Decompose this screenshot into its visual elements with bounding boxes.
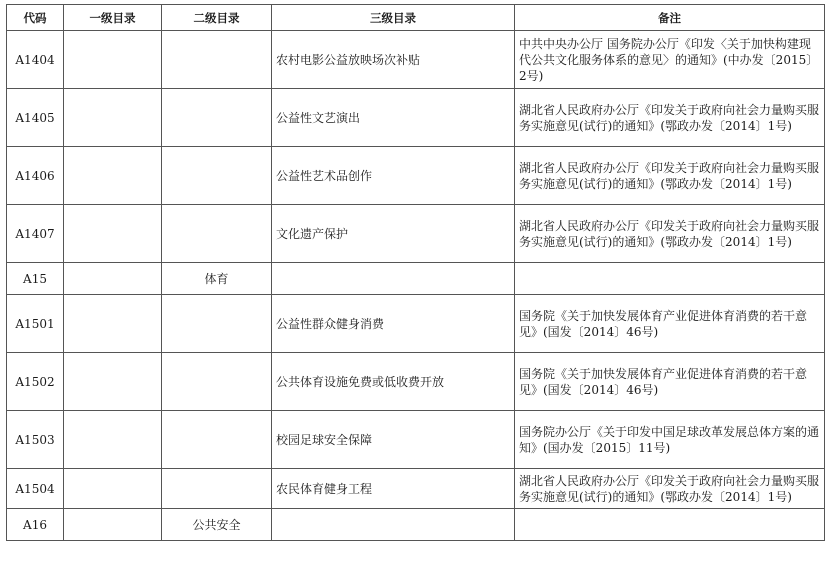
cell-level3: 农民体育健身工程 <box>272 469 515 509</box>
cell-level2 <box>162 295 272 353</box>
cell-level2: 体育 <box>162 263 272 295</box>
cell-code: A1502 <box>7 353 64 411</box>
header-level3: 三级目录 <box>272 5 515 31</box>
cell-level1 <box>64 147 162 205</box>
cell-level3: 公益性艺术品创作 <box>272 147 515 205</box>
header-code: 代码 <box>7 5 64 31</box>
cell-level1 <box>64 295 162 353</box>
table-row <box>7 205 825 263</box>
header-note: 备注 <box>515 5 825 31</box>
header-row <box>7 5 825 31</box>
cell-level2 <box>162 147 272 205</box>
cell-code: A1404 <box>7 31 64 89</box>
cell-level3: 公益性文艺演出 <box>272 89 515 147</box>
cell-level1 <box>64 353 162 411</box>
cell-level1 <box>64 205 162 263</box>
cell-level1 <box>64 411 162 469</box>
cell-level2: 公共安全 <box>162 509 272 541</box>
cell-note: 湖北省人民政府办公厅《印发关于政府向社会力量购买服务实施意见(试行)的通知》(鄂政办发〔2014〕1号) <box>515 147 825 205</box>
cell-level1 <box>64 263 162 295</box>
cell-level1 <box>64 469 162 509</box>
cell-code: A1503 <box>7 411 64 469</box>
cell-code: A15 <box>7 263 64 295</box>
table-row <box>7 509 825 541</box>
cell-level3: 校园足球安全保障 <box>272 411 515 469</box>
header-level1: 一级目录 <box>64 5 162 31</box>
cell-code: A1406 <box>7 147 64 205</box>
cell-note <box>515 263 825 295</box>
cell-code: A16 <box>7 509 64 541</box>
cell-note: 国务院《关于加快发展体育产业促进体育消费的若干意见》(国发〔2014〕46号) <box>515 295 825 353</box>
cell-level2 <box>162 205 272 263</box>
cell-code: A1405 <box>7 89 64 147</box>
cell-code: A1501 <box>7 295 64 353</box>
cell-level2 <box>162 469 272 509</box>
cell-level2 <box>162 411 272 469</box>
table-row <box>7 263 825 295</box>
table-row <box>7 353 825 411</box>
cell-level3: 公共体育设施免费或低收费开放 <box>272 353 515 411</box>
table-row <box>7 31 825 89</box>
table-header <box>7 5 825 31</box>
table-row <box>7 469 825 509</box>
cell-note: 中共中央办公厅 国务院办公厅《印发〈关于加快构建现代公共文化服务体系的意见〉的通知》(中办发〔2015〕2号) <box>515 31 825 89</box>
cell-note: 国务院办公厅《关于印发中国足球改革发展总体方案的通知》(国办发〔2015〕11号) <box>515 411 825 469</box>
cell-level2 <box>162 31 272 89</box>
table-row <box>7 295 825 353</box>
cell-level1 <box>64 509 162 541</box>
cell-level3 <box>272 263 515 295</box>
cell-level3: 农村电影公益放映场次补贴 <box>272 31 515 89</box>
cell-note: 湖北省人民政府办公厅《印发关于政府向社会力量购买服务实施意见(试行)的通知》(鄂政办发〔2014〕1号) <box>515 205 825 263</box>
cell-note: 国务院《关于加快发展体育产业促进体育消费的若干意见》(国发〔2014〕46号) <box>515 353 825 411</box>
header-level2: 二级目录 <box>162 5 272 31</box>
table-body <box>7 31 825 541</box>
cell-note <box>515 509 825 541</box>
cell-code: A1504 <box>7 469 64 509</box>
cell-level2 <box>162 353 272 411</box>
cell-code: A1407 <box>7 205 64 263</box>
cell-level3: 公益性群众健身消费 <box>272 295 515 353</box>
table-row <box>7 411 825 469</box>
cell-note: 湖北省人民政府办公厅《印发关于政府向社会力量购买服务实施意见(试行)的通知》(鄂政办发〔2014〕1号) <box>515 89 825 147</box>
cell-level1 <box>64 89 162 147</box>
table-row <box>7 147 825 205</box>
cell-level1 <box>64 31 162 89</box>
service-catalog-table <box>6 4 825 541</box>
cell-level2 <box>162 89 272 147</box>
cell-level3 <box>272 509 515 541</box>
cell-level3: 文化遗产保护 <box>272 205 515 263</box>
table-row <box>7 89 825 147</box>
cell-note: 湖北省人民政府办公厅《印发关于政府向社会力量购买服务实施意见(试行)的通知》(鄂政办发〔2014〕1号) <box>515 469 825 509</box>
